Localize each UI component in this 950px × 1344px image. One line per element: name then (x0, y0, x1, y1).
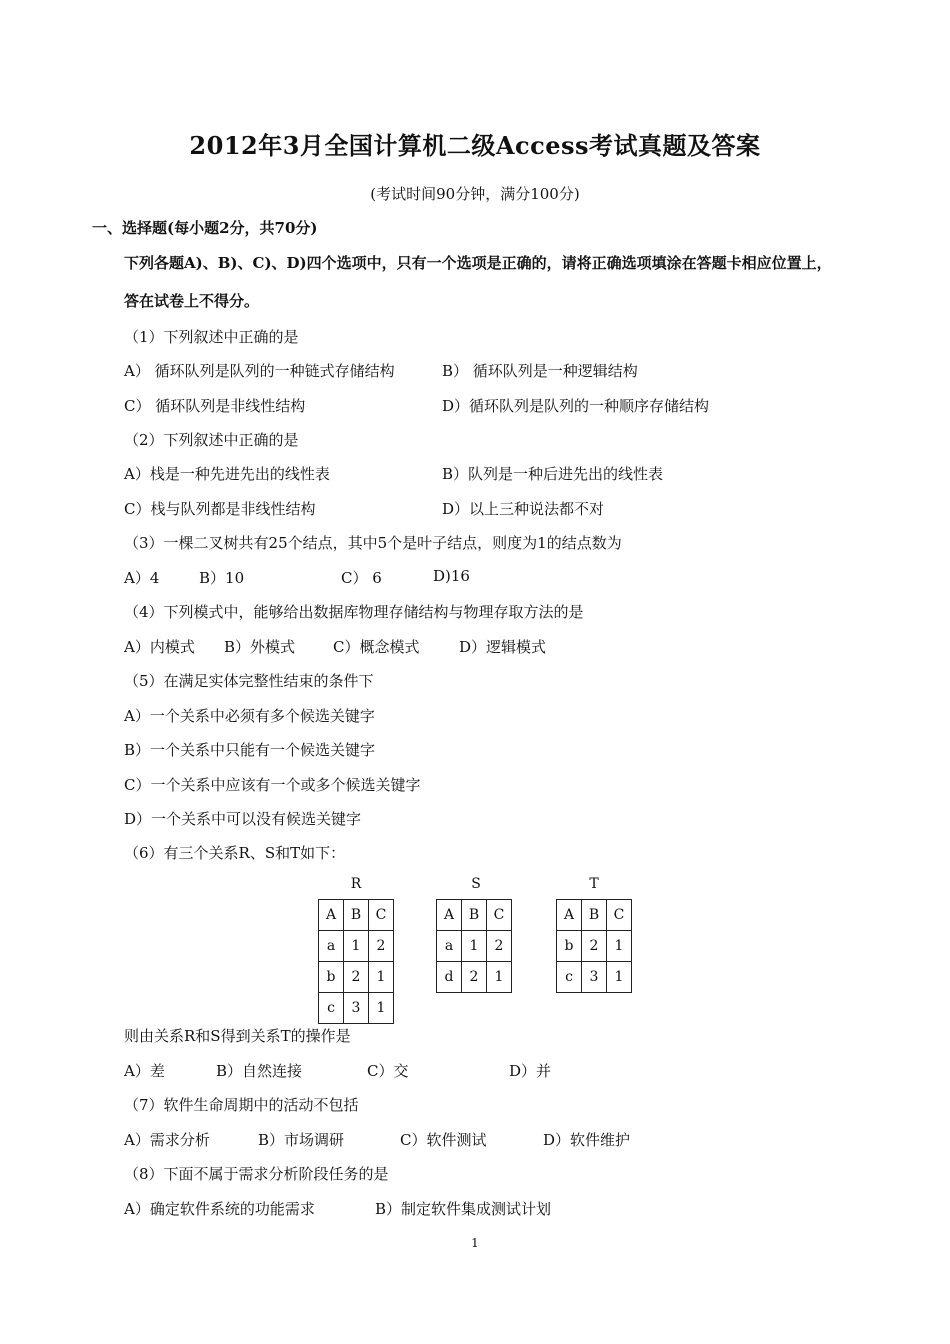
question-2-option-a: A）栈是一种先进先出的线性表 (124, 465, 330, 483)
question-3-option-c: C） 6 (341, 569, 382, 587)
question-1-option-c: C） 循环队列是非线性结构 (124, 397, 306, 415)
exam-info: (考试时间90分钟，满分100分) (370, 185, 580, 203)
table-cell: 1 (607, 962, 632, 993)
relation-s-name: S (471, 876, 481, 892)
table-cell: a (319, 931, 344, 962)
question-7-stem: （7）软件生命周期中的活动不包括 (124, 1096, 359, 1114)
table-cell: 2 (369, 931, 394, 962)
question-6-option-d: D）并 (509, 1062, 552, 1080)
question-2-option-b: B）队列是一种后进先出的线性表 (442, 465, 664, 483)
table-cell: C (369, 900, 394, 931)
question-3-stem: （3）一棵二叉树共有25个结点，其中5个是叶子结点，则度为1的结点数为 (124, 534, 622, 552)
table-cell: 2 (582, 931, 607, 962)
table-cell: d (437, 962, 462, 993)
question-6-option-b: B）自然连接 (216, 1062, 303, 1080)
question-6-option-a: A）差 (124, 1062, 165, 1080)
table-cell: 1 (487, 962, 512, 993)
table-cell: 3 (582, 962, 607, 993)
page-number: 1 (471, 1236, 479, 1250)
question-5-option-d: D）一个关系中可以没有候选关键字 (124, 810, 362, 828)
relation-t-name: T (589, 876, 599, 892)
table-row (319, 931, 394, 962)
relation-r-name: R (350, 876, 362, 892)
table-row (437, 962, 512, 993)
question-8-option-b: B）制定软件集成测试计划 (375, 1200, 552, 1218)
table-cell: A (437, 900, 462, 931)
table-cell: 2 (462, 962, 487, 993)
table-row (557, 931, 632, 962)
question-1-stem: （1）下列叙述中正确的是 (124, 328, 299, 346)
question-4-option-d: D）逻辑模式 (459, 638, 547, 656)
table-cell: 1 (369, 993, 394, 1024)
question-3-option-d: D)16 (433, 567, 470, 585)
question-7-option-a: A）需求分析 (124, 1131, 210, 1149)
section-heading: 一、选择题(每小题2分，共70分) (92, 219, 318, 237)
question-6-option-c: C）交 (367, 1062, 409, 1080)
question-7-option-d: D）软件维护 (543, 1131, 631, 1149)
table-cell: 2 (344, 962, 369, 993)
question-2-option-d: D）以上三种说法都不对 (442, 500, 605, 518)
question-5-option-b: B）一个关系中只能有一个候选关键字 (124, 741, 376, 759)
table-cell: 1 (607, 931, 632, 962)
question-2-option-c: C）栈与队列都是非线性结构 (124, 500, 316, 518)
question-7-option-c: C）软件测试 (400, 1131, 487, 1149)
table-cell: C (487, 900, 512, 931)
question-6-followup: 则由关系R和S得到关系T的操作是 (124, 1027, 351, 1045)
page-title: 2012年3月全国计算机二级Access考试真题及答案 (189, 131, 761, 160)
question-5-stem: （5）在满足实体完整性结束的条件下 (124, 672, 374, 690)
table-cell: A (319, 900, 344, 931)
question-4-option-c: C）概念模式 (333, 638, 420, 656)
question-3-option-a: A）4 (124, 569, 160, 587)
question-6-stem: （6）有三个关系R、S和T如下： (124, 844, 346, 862)
question-1-option-a: A） 循环队列是队列的一种链式存储结构 (124, 362, 395, 380)
table-cell: B (582, 900, 607, 931)
table-row (319, 900, 394, 931)
question-8-option-a: A）确定软件系统的功能需求 (124, 1200, 315, 1218)
table-row (437, 931, 512, 962)
instructions-line-2: 答在试卷上不得分。 (124, 292, 260, 310)
table-cell: b (557, 931, 582, 962)
question-5-option-a: A）一个关系中必须有多个候选关键字 (124, 707, 375, 725)
question-5-option-c: C）一个关系中应该有一个或多个候选关键字 (124, 776, 421, 794)
table-cell: A (557, 900, 582, 931)
question-4-option-b: B）外模式 (224, 638, 296, 656)
table-cell: B (462, 900, 487, 931)
table-cell: 1 (462, 931, 487, 962)
table-cell: 3 (344, 993, 369, 1024)
question-3-option-b: B）10 (199, 569, 245, 587)
table-row (557, 900, 632, 931)
question-8-stem: （8）下面不属于需求分析阶段任务的是 (124, 1165, 389, 1183)
table-row (557, 962, 632, 993)
question-2-stem: （2）下列叙述中正确的是 (124, 431, 299, 449)
table-cell: 2 (487, 931, 512, 962)
table-row (437, 900, 512, 931)
relation-r-table (318, 899, 394, 1024)
table-row (319, 993, 394, 1024)
table-cell: 1 (344, 931, 369, 962)
table-cell: C (607, 900, 632, 931)
question-7-option-b: B）市场调研 (258, 1131, 345, 1149)
table-cell: c (319, 993, 344, 1024)
instructions-line-1: 下列各题A)、B)、C)、D)四个选项中，只有一个选项是正确的，请将正确选项填涂在答题卡相应位置上， (124, 254, 832, 272)
table-cell: 1 (369, 962, 394, 993)
question-1-option-b: B） 循环队列是一种逻辑结构 (442, 362, 638, 380)
table-row (319, 962, 394, 993)
table-cell: c (557, 962, 582, 993)
question-4-stem: （4）下列模式中，能够给出数据库物理存储结构与物理存取方法的是 (124, 603, 584, 621)
table-cell: b (319, 962, 344, 993)
question-1-option-d: D）循环队列是队列的一种顺序存储结构 (442, 397, 710, 415)
table-cell: a (437, 931, 462, 962)
relation-s-table (436, 899, 512, 993)
table-cell: B (344, 900, 369, 931)
relation-t-table (556, 899, 632, 993)
question-4-option-a: A）内模式 (124, 638, 195, 656)
